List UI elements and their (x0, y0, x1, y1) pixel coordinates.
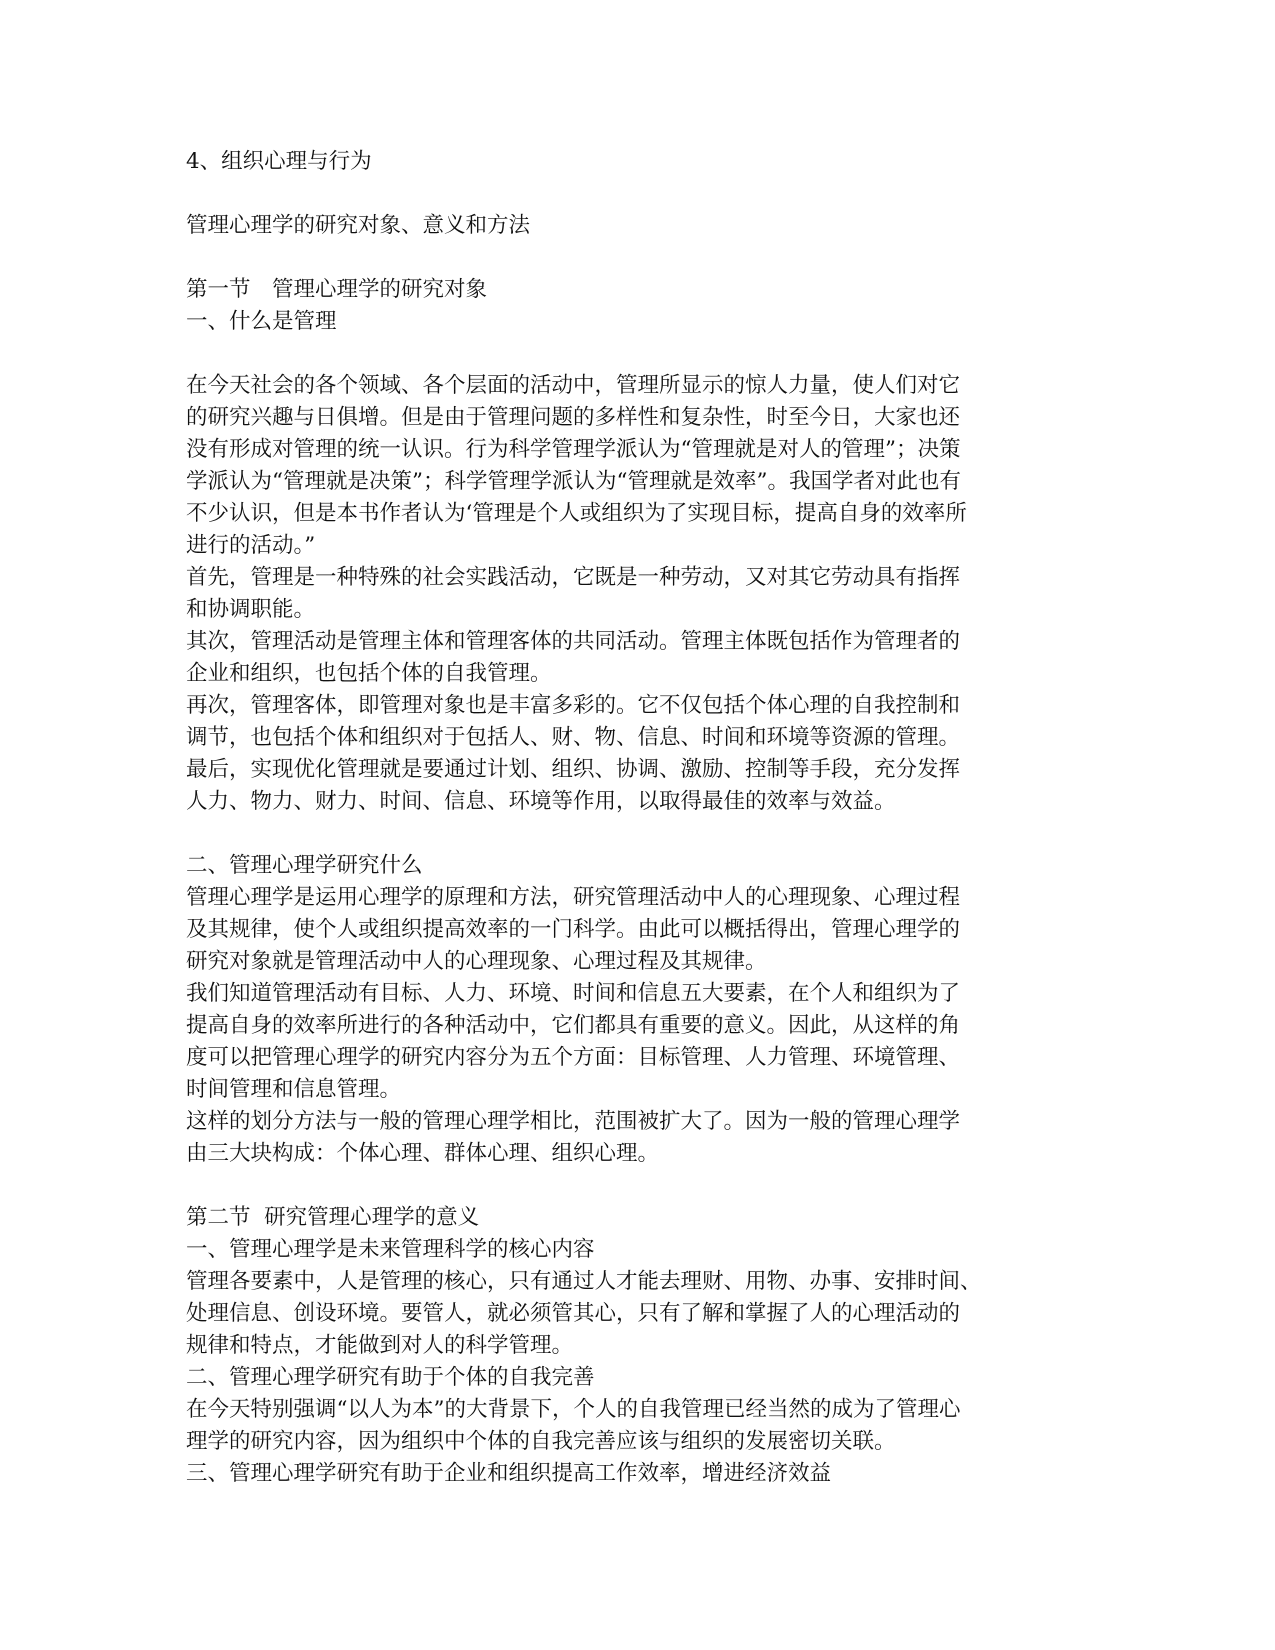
text-line: 及其规律，使个人或组织提高效率的一门科学。由此可以概括得出，管理心理学的 (186, 917, 961, 942)
section-1-sub-2-heading: 二、管理心理学研究什么 (186, 853, 423, 878)
section-2-item-2-heading: 二、管理心理学研究有助于个体的自我完善 (186, 1365, 595, 1390)
text-line: 调节，也包括个体和组织对于包括人、财、物、信息、时间和环境等资源的管理。 (186, 725, 961, 750)
paragraph-self-improvement (186, 1394, 1086, 1458)
text-line: 规律和特点，才能做到对人的科学管理。 (186, 1333, 574, 1358)
text-line: 的研究兴趣与日俱增。但是由于管理问题的多样性和复杂性，时至今日，大家也还 (186, 405, 961, 430)
text-line: 度可以把管理心理学的研究内容分为五个方面：目标管理、人力管理、环境管理、 (186, 1045, 961, 1070)
text-line: 我们知道管理活动有目标、人力、环境、时间和信息五大要素，在个人和组织为了 (186, 981, 961, 1006)
section-2-item-3-heading: 三、管理心理学研究有助于企业和组织提高工作效率，增进经济效益 (186, 1461, 832, 1486)
text-line: 人力、物力、财力、时间、信息、环境等作用，以取得最佳的效率与效益。 (186, 789, 896, 814)
paragraph-second (186, 626, 1086, 690)
section-1-sub-1-heading: 一、什么是管理 (186, 309, 337, 334)
section-2-item-1-heading: 一、管理心理学是未来管理科学的核心内容 (186, 1237, 595, 1262)
text-line: 最后，实现优化管理就是要通过计划、组织、协调、激励、控制等手段，充分发挥 (186, 757, 961, 782)
section-2 (186, 1202, 1086, 1490)
paragraph-management-definition (186, 370, 1086, 562)
document-subtitle: 管理心理学的研究对象、意义和方法 (186, 213, 531, 238)
text-line: 不少认识，但是本书作者认为‘管理是个人或组织为了实现目标，提高自身的效率所 (186, 501, 967, 526)
text-line: 企业和组织，也包括个体的自我管理。 (186, 661, 552, 686)
paragraph-finally (186, 754, 1086, 818)
text-line: 提高自身的效率所进行的各种活动中，它们都具有重要的意义。因此，从这样的角 (186, 1013, 961, 1038)
text-line: 时间管理和信息管理。 (186, 1077, 402, 1102)
text-line: 和协调职能。 (186, 597, 316, 622)
section-2-heading: 第二节 研究管理心理学的意义 (186, 1205, 480, 1230)
document-title: 4、组织心理与行为 (186, 149, 372, 174)
text-line: 管理心理学是运用心理学的原理和方法，研究管理活动中人的心理现象、心理过程 (186, 885, 961, 910)
section-1 (186, 274, 1086, 1170)
paragraph-scope (186, 1106, 1086, 1170)
paragraph-first (186, 562, 1086, 626)
section-1-heading: 第一节 管理心理学的研究对象 (186, 277, 488, 302)
paragraph-third (186, 690, 1086, 754)
text-line: 这样的划分方法与一般的管理心理学相比，范围被扩大了。因为一般的管理心理学 (186, 1109, 961, 1134)
text-line: 进行的活动。” (186, 533, 316, 558)
document-page (186, 146, 1086, 1490)
text-line: 首先，管理是一种特殊的社会实践活动，它既是一种劳动，又对其它劳动具有指挥 (186, 565, 961, 590)
paragraph-five-elements (186, 978, 1086, 1106)
text-line: 由三大块构成：个体心理、群体心理、组织心理。 (186, 1141, 660, 1166)
text-line: 理学的研究内容，因为组织中个体的自我完善应该与组织的发展密切关联。 (186, 1429, 896, 1454)
paragraph-core-content (186, 1266, 1086, 1362)
text-line: 在今天社会的各个领域、各个层面的活动中，管理所显示的惊人力量，使人们对它 (186, 373, 961, 398)
text-line: 其次，管理活动是管理主体和管理客体的共同活动。管理主体既包括作为管理者的 (186, 629, 961, 654)
text-line: 在今天特别强调“以人为本”的大背景下，个人的自我管理已经当然的成为了管理心 (186, 1397, 961, 1422)
text-line: 没有形成对管理的统一认识。行为科学管理学派认为“管理就是对人的管理”；决策 (186, 437, 961, 462)
paragraph-what-is-studied (186, 882, 1086, 978)
text-line: 研究对象就是管理活动中人的心理现象、心理过程及其规律。 (186, 949, 767, 974)
text-line: 处理信息、创设环境。要管人，就必须管其心，只有了解和掌握了人的心理活动的 (186, 1301, 961, 1326)
text-line: 管理各要素中，人是管理的核心，只有通过人才能去理财、用物、办事、安排时间、 (186, 1269, 982, 1294)
text-line: 再次，管理客体，即管理对象也是丰富多彩的。它不仅包括个体心理的自我控制和 (186, 693, 961, 718)
text-line: 学派认为“管理就是决策”；科学管理学派认为“管理就是效率”。我国学者对此也有 (186, 469, 961, 494)
